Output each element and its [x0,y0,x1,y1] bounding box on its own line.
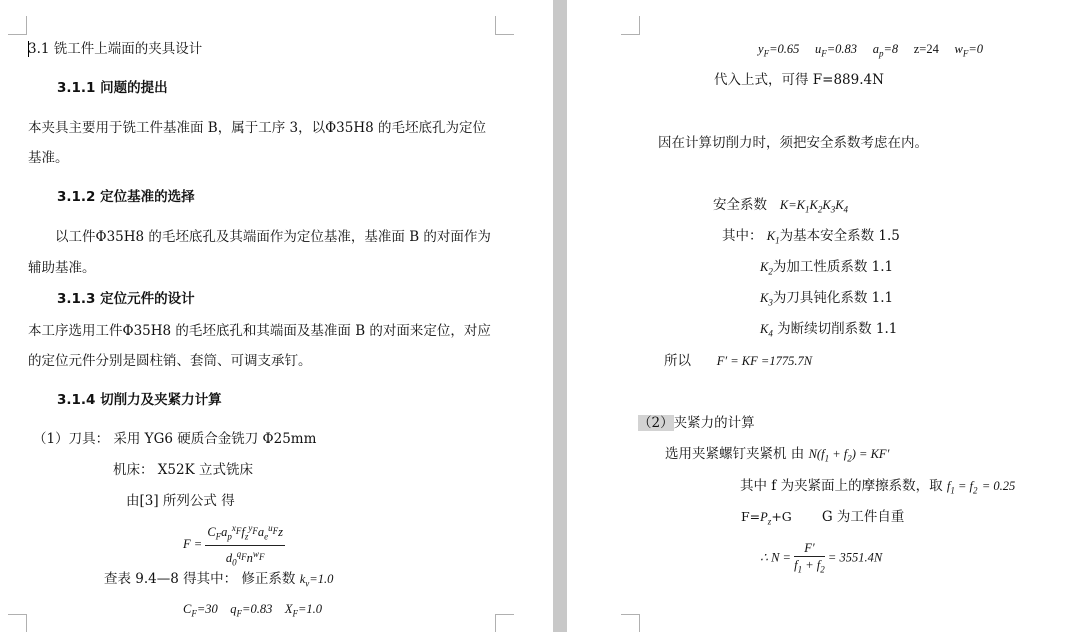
paragraph-line[interactable]: 本工序选用工件Φ35H8 的毛坯底孔和其端面及基准面 B 的对面来定位，对应 [28,323,491,339]
clamp-heading-number: （2） [638,415,674,431]
page-corner-mark [495,614,514,632]
friction-line[interactable] [740,477,1015,500]
k1-symbol: $K_1$ [766,229,780,246]
page-gutter [553,0,567,632]
page-corner-mark [621,614,640,632]
safety-label: 安全系数 [713,197,767,213]
k2-symbol: $K_2$ [760,260,773,277]
weight-formula: $F=P_z+G$ [741,509,792,527]
heading-3-1-4[interactable]: 3.1.4 切削力及夹紧力计算 [57,392,222,408]
z-value: z=24 [913,42,939,56]
result-line[interactable]: 代入上式，可得 F=889.4N [714,72,884,88]
note-line[interactable]: 因在计算切削力时，须把安全系数考虑在内。 [658,135,928,151]
clamp-selection-text: 选用夹紧螺钉夹紧机 由 [665,446,805,462]
page-corner-mark [8,16,27,35]
clamp-selection-line[interactable] [665,445,889,468]
friction-symbols: $f_1 = f_2$ [946,479,978,496]
tool-line[interactable]: （1）刀具： 采用 YG6 硬质合金铣刀 Φ25mm [33,431,317,447]
ap-value: =8 [883,42,899,56]
safety-factor-line[interactable] [713,196,848,219]
k3-desc: 为刀具钝化系数 1.1 [772,290,894,306]
k4-desc: 为断续切削系数 1.1 [772,321,898,337]
k4-symbol: $K_4$ [760,322,773,339]
k3-line[interactable] [760,289,893,312]
heading-3-1-1[interactable]: 3.1.1 问题的提出 [57,80,168,96]
formula-intro[interactable]: 由[3] 所列公式 得 [126,493,235,509]
parameter-line: $y_F=0.65$ $u_F=0.83$ $a_p=8$ z=24 $w_F=0$ [758,42,984,59]
weight-text: G 为工件自重 [821,509,905,525]
qf-value: =0.83 [242,602,273,616]
clamp-formula: $N(f_1 + f_2) = KF'$ [808,447,890,464]
so-label: 所以 [664,353,691,369]
k4-line[interactable] [760,320,897,343]
paragraph-line[interactable]: 基准。 [28,150,69,166]
table-lookup-text: 查表 9.4—8 得其中： 修正系数 [104,571,296,587]
heading-3-1-3[interactable]: 3.1.3 定位元件的设计 [57,291,195,307]
k1-desc: 为基本安全系数 1.5 [779,228,900,244]
clamp-force-result: ∴ N = $\frac{F'}{f_1 + f_2}$ = 3551.4N [760,541,883,575]
friction-text: 其中 f 为夹紧面上的摩擦系数，取 [740,478,943,494]
clamp-force-value: = 3551.4N [827,550,883,565]
so-line[interactable] [664,352,812,370]
paragraph-line[interactable]: 本夹具主要用于铣工件基准面 B，属于工序 3，以Φ35H8 的毛坯底孔为定位 [28,120,486,136]
section-title[interactable]: 3.1 铣工件上端面的夹具设计 [28,41,203,57]
paragraph-line[interactable]: 辅助基准。 [28,260,96,276]
clamp-heading[interactable] [638,414,755,432]
k1-prefix: 其中： [722,228,763,244]
weight-line[interactable] [741,508,904,531]
k2-line[interactable] [760,258,893,281]
cf-value: =30 [196,602,218,616]
friction-value: = 0.25 [981,479,1016,493]
xf-value: =1.0 [297,602,323,616]
yf-value: =0.65 [769,42,800,56]
k2-desc: 为加工性质系数 1.1 [772,259,894,275]
cutting-force-formula: F = $\frac{C_Fa_p^{x_F}f_z^{y_F}a_e^{u_F}z}{d_0^{q_F}n^{w_F}}$ [183,520,285,570]
paragraph-line[interactable]: 以工件Φ35H8 的毛坯底孔及其端面作为定位基准，基准面 B 的对面作为 [55,229,491,245]
paragraph-line[interactable]: 的定位元件分别是圆柱销、套筒、可调支承钉。 [28,353,312,369]
document-page-right [567,0,1087,632]
coefficient-line: $C_F=30$ $q_F=0.83$ $X_F=1.0$ [183,602,323,619]
fprime-value: =1775.7N [760,354,813,368]
kv-symbol: $k_v$ [299,572,310,589]
page-corner-mark [8,614,27,632]
table-lookup-line [104,570,333,593]
page-corner-mark [621,16,640,35]
page-corner-mark [495,16,514,35]
k1-line[interactable] [722,227,900,250]
clamp-heading-text: 夹紧力的计算 [673,415,755,431]
heading-3-1-2[interactable]: 3.1.2 定位基准的选择 [57,189,195,205]
machine-line[interactable]: 机床： X52K 立式铣床 [113,462,253,478]
safety-formula: $K=K_1K_2K_3K_4$ [779,198,849,215]
wf-value: =0 [968,42,984,56]
kv-value: =1.0 [309,572,334,586]
k3-symbol: $K_3$ [760,291,773,308]
uf-value: =0.83 [826,42,858,56]
fprime-formula: F′ = KF [716,354,761,368]
